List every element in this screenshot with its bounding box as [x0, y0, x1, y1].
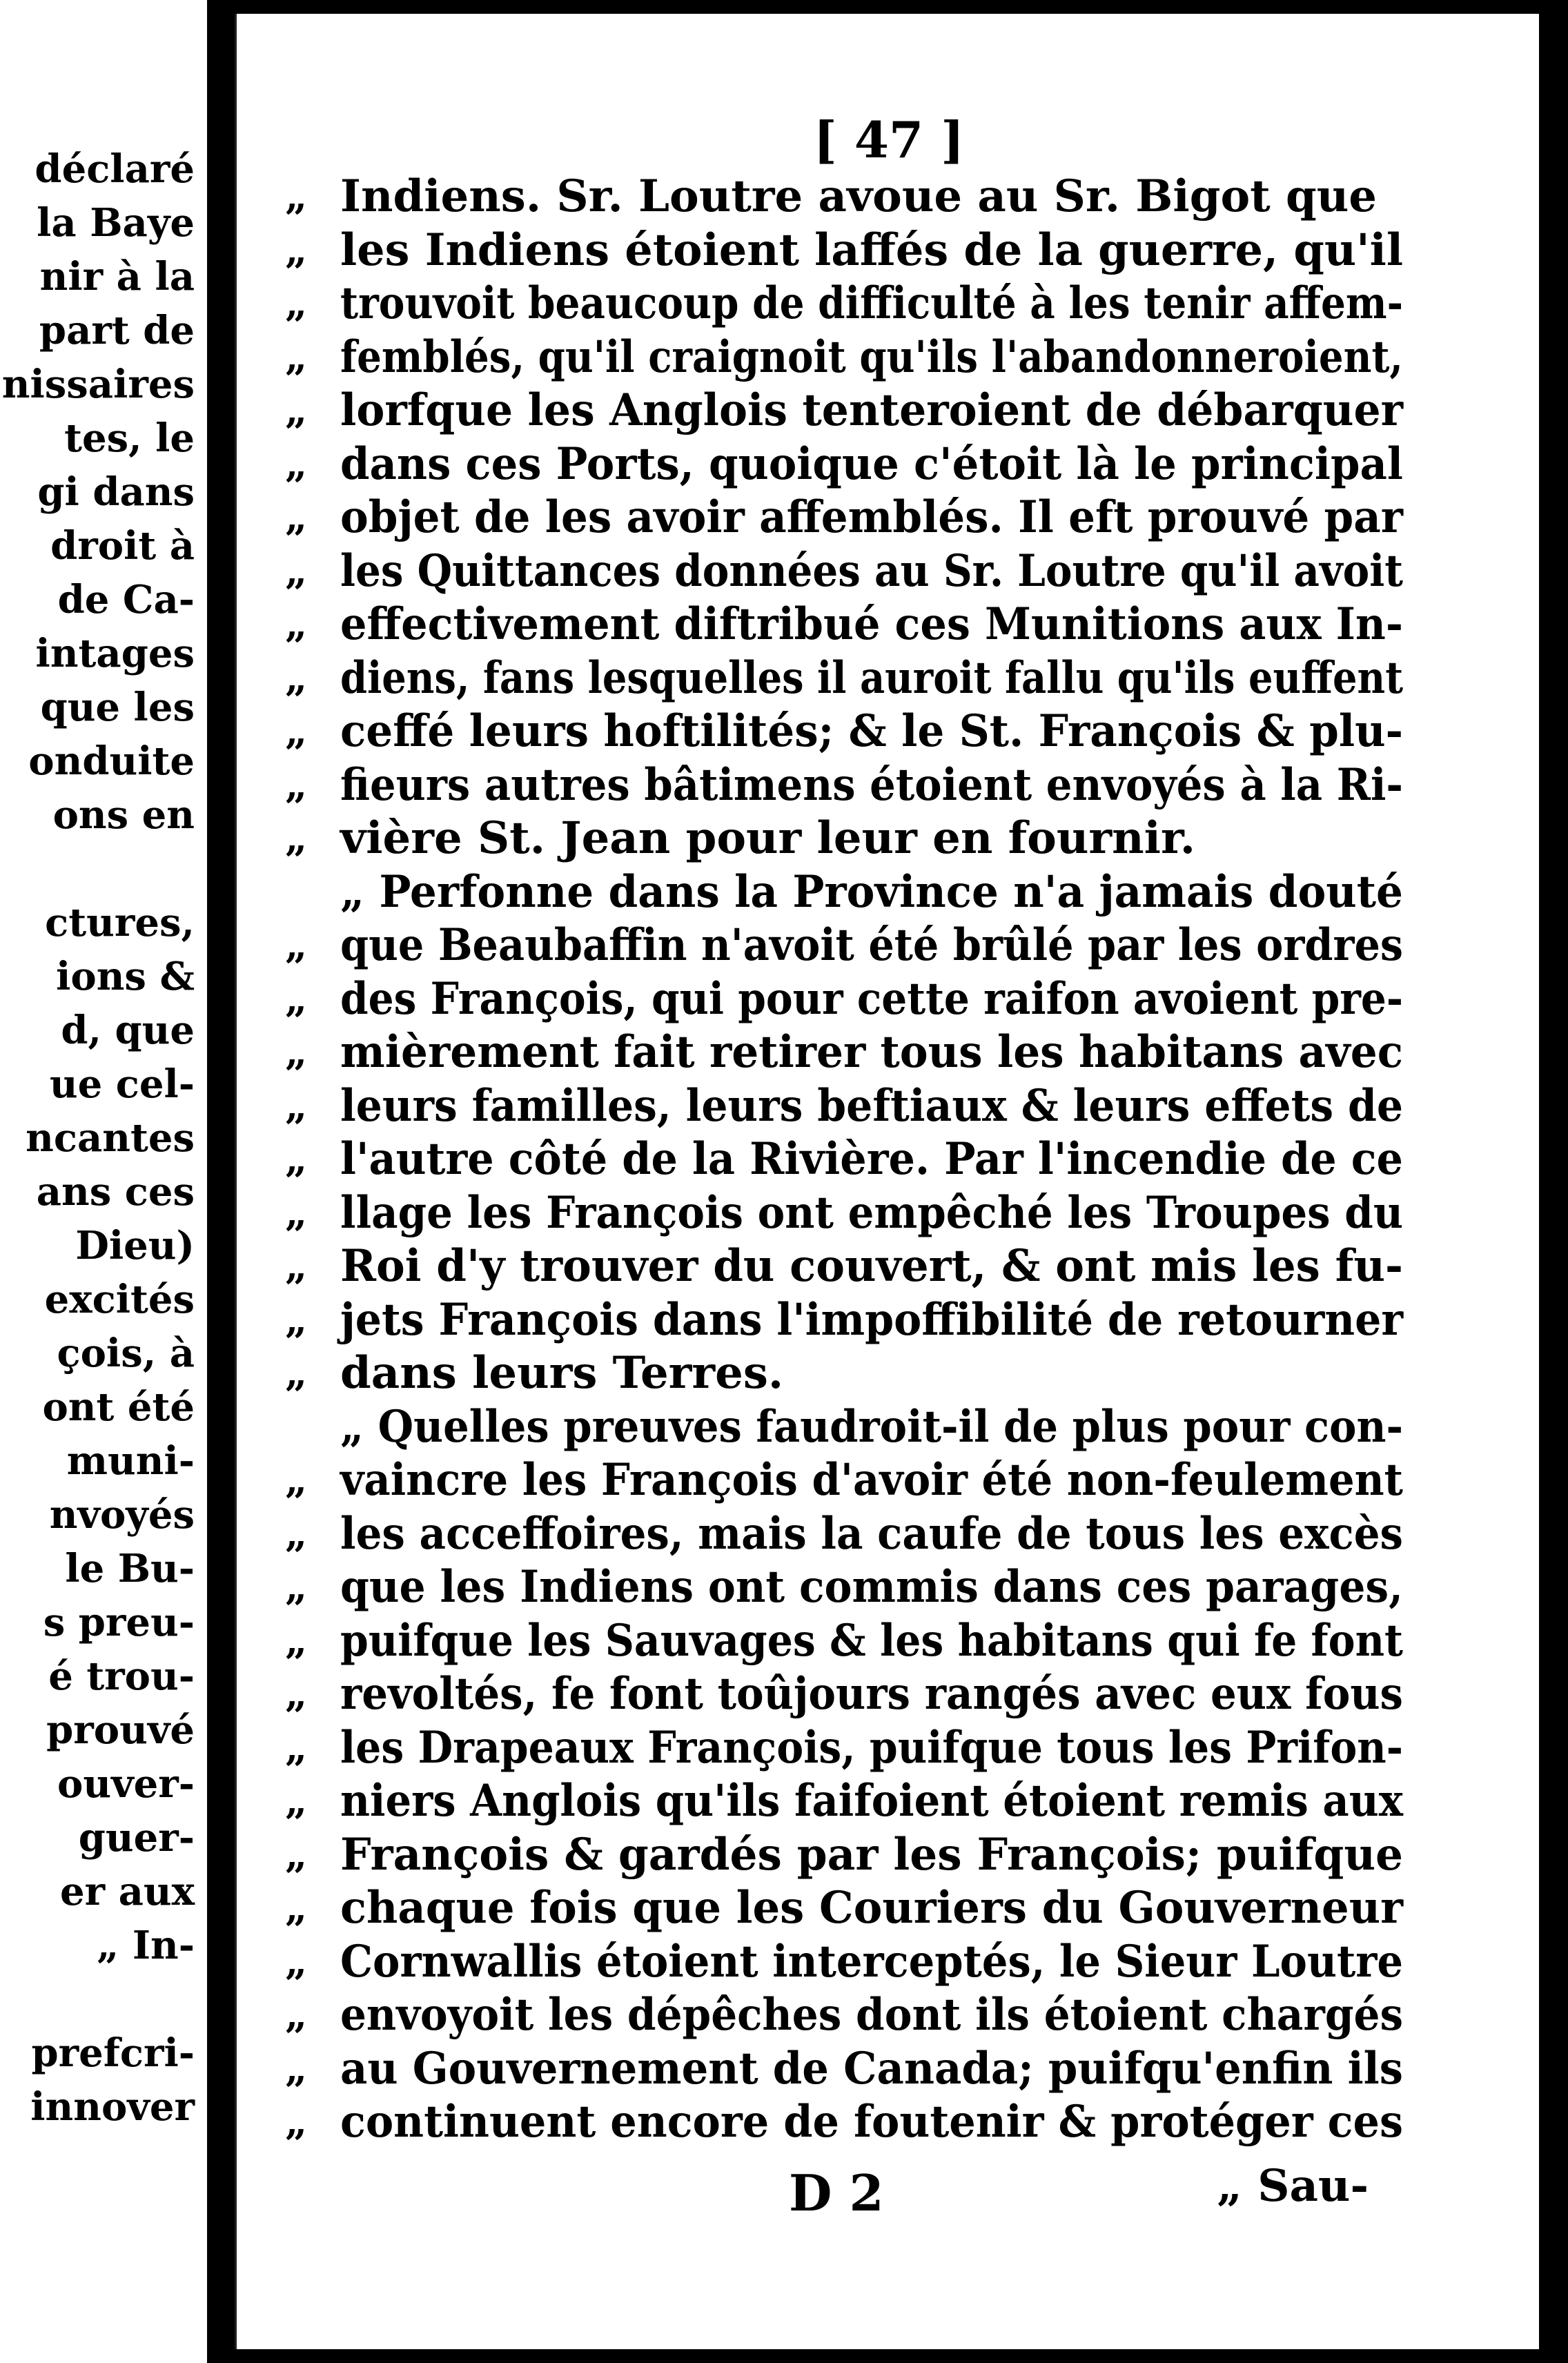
left-page-line: d, que [61, 1008, 195, 1053]
quote-mark: „ [285, 656, 308, 701]
text-line-content: les Quittances données au Sr. Loutre qu'il avoit [340, 545, 1403, 597]
text-line-content: Roi d'y trouver du couvert, & ont mis les fu- [340, 1240, 1403, 1292]
text-line-content: puifque les Sauvages & les habitans qui fe font [340, 1615, 1403, 1667]
left-page-line: tes, le [64, 415, 195, 461]
quote-mark: „ [285, 977, 308, 1022]
left-page-line: la Baye [37, 200, 195, 246]
text-line-content: llage les François ont empêché les Troupes du [340, 1187, 1403, 1239]
text-line-content: diens, fans lesquelles il auroit fallu qu'ils euffent [340, 652, 1403, 704]
text-line-content: ceffé leurs hoftilités; & le St. François & plu- [340, 705, 1403, 757]
quote-mark: „ [285, 763, 308, 808]
text-line [340, 1079, 1403, 1134]
left-page-line: er aux [59, 1869, 195, 1914]
book-gutter [207, 0, 235, 2363]
text-line [340, 704, 1403, 759]
text-line [340, 1239, 1403, 1294]
text-line [340, 1720, 1403, 1776]
quote-mark: „ [285, 1084, 308, 1129]
left-page-line: intages [35, 631, 195, 676]
text-line [340, 2041, 1403, 2097]
quote-mark: „ [285, 1511, 308, 1557]
text-line-content: l'autre côté de la Rivière. Par l'incendie de ce [340, 1133, 1403, 1185]
text-line-content: les Drapeaux François, puifque tous les Prifon- [340, 1722, 1403, 1774]
text-line [340, 811, 1355, 866]
text-line [340, 1988, 1403, 2043]
quote-mark: „ [285, 1458, 308, 1503]
left-page-line: ctures, [45, 900, 195, 945]
quote-mark: „ [285, 495, 308, 540]
left-page-fragment [0, 0, 207, 2363]
text-line [340, 490, 1403, 545]
text-line [340, 1507, 1403, 1562]
left-page-line: prefcri- [31, 2030, 195, 2076]
text-line [340, 437, 1403, 492]
text-line-content: au Gouvernement de Canada; puifqu'enfin ils [340, 2043, 1403, 2095]
quote-mark: „ [285, 228, 308, 273]
text-line [340, 223, 1403, 278]
text-line [340, 1667, 1403, 1722]
left-page-line: excités [44, 1277, 195, 1322]
text-line-content: vière St. Jean pour leur en fournir. [340, 812, 1196, 864]
text-line [340, 597, 1403, 652]
text-line-content: chaque fois que les Couriers du Gouverneur [340, 1882, 1403, 1934]
text-line [340, 276, 1403, 331]
left-page-line: ans ces [36, 1169, 195, 1215]
text-line-content: que Beaubaffin n'avoit été brûlé par les ordres [340, 919, 1403, 971]
text-line [340, 758, 1403, 813]
left-page-line: déclaré [35, 146, 195, 192]
left-page-line: part de [39, 308, 195, 353]
text-line [340, 383, 1403, 438]
quote-mark: „ [285, 174, 308, 219]
text-line [340, 2095, 1403, 2150]
text-line-content: niers Anglois qu'ils faifoient étoient remis aux [340, 1775, 1403, 1827]
text-line [340, 972, 1403, 1027]
text-line-content: jets François dans l'impoffibilité de retourner [340, 1294, 1403, 1346]
left-page-line: ue cel- [49, 1061, 195, 1107]
left-page-line: nvoyés [49, 1492, 195, 1538]
quote-mark: „ [285, 1778, 308, 1824]
text-line-content: leurs familles, leurs beftiaux & leurs effets de [340, 1080, 1403, 1132]
left-page-line: nir à la [39, 254, 195, 300]
quote-mark: „ [285, 816, 308, 861]
text-line-content: femblés, qu'il craignoit qu'ils l'abandonneroient, [340, 331, 1403, 383]
quote-mark: „ [285, 281, 308, 326]
left-page-line: que les [40, 685, 195, 730]
left-page-line: onduite [28, 738, 195, 784]
text-line-content: Indiens. Sr. Loutre avoue au Sr. Bigot que [340, 170, 1377, 222]
quote-mark: „ [285, 602, 308, 647]
text-line [340, 544, 1403, 599]
right-page [235, 14, 1541, 2349]
quote-mark: „ [285, 1565, 308, 1610]
text-line-content: des François, qui pour cette raifon avoient pre- [340, 973, 1403, 1025]
quote-mark: „ [285, 1190, 308, 1236]
text-line-content: effectivement diftribué ces Munitions aux In- [340, 598, 1403, 650]
quote-mark: „ [285, 549, 308, 594]
text-line [340, 1560, 1403, 1615]
quote-mark: „ [285, 1671, 308, 1717]
text-line-content: dans leurs Terres. [340, 1347, 784, 1399]
text-line [340, 1293, 1403, 1348]
quote-mark: „ [285, 923, 308, 968]
left-page-line: é trou- [48, 1654, 195, 1699]
text-line [340, 169, 1377, 224]
text-line-content: dans ces Ports, quoique c'étoit là le principal [340, 438, 1403, 490]
left-page-line: ions & [56, 954, 195, 999]
quote-mark: „ [285, 1030, 308, 1075]
left-page-line: s preu- [43, 1600, 195, 1645]
page-edge [1539, 0, 1568, 2363]
quote-mark: „ [285, 709, 308, 754]
quote-mark: „ [285, 1832, 308, 1878]
quote-mark: „ [285, 335, 308, 380]
left-page-line: „ In- [97, 1923, 195, 1968]
text-line [340, 1774, 1403, 1829]
quote-mark: „ [285, 1618, 308, 1664]
quote-mark: „ [285, 2046, 308, 2092]
left-page-line: guer- [78, 1815, 195, 1861]
text-line [340, 330, 1403, 385]
text-line [340, 651, 1403, 706]
text-line [340, 1025, 1403, 1080]
quote-mark: „ [285, 1351, 308, 1396]
text-line-content: mièrement fait retirer tous les habitans avec [340, 1026, 1403, 1078]
text-line [340, 1132, 1403, 1187]
quote-mark: „ [285, 1137, 308, 1182]
left-page-line: gi dans [37, 469, 195, 515]
text-line [340, 1453, 1403, 1508]
quote-mark: „ [285, 1939, 308, 1985]
left-page-line: çois, à [57, 1331, 195, 1376]
left-page-line: de Ca- [57, 577, 195, 622]
quote-mark: „ [285, 388, 308, 433]
text-line [340, 918, 1403, 973]
left-page-line: droit à [50, 523, 195, 569]
left-page-line: Dieu) [75, 1223, 195, 1268]
text-line-content: vaincre les François d'avoir été non-feulement [340, 1454, 1403, 1506]
signature-mark: D 2 [789, 2164, 884, 2222]
text-line-content: continuent encore de foutenir & protéger ces [340, 2096, 1403, 2148]
text-line [340, 1614, 1403, 1669]
quote-mark: „ [285, 1725, 308, 1771]
quote-mark: „ [285, 2099, 308, 2145]
left-page-line: ont été [42, 1384, 195, 1430]
quote-mark: „ [285, 442, 308, 487]
text-line-content: envoyoit les dépêches dont ils étoient chargés [340, 1989, 1403, 2041]
text-line-content: „ Perfonne dans la Province n'a jamais douté [340, 866, 1403, 918]
text-line-content: François & gardés par les François; puifque [340, 1829, 1403, 1881]
text-line-content: „ Quelles preuves faudroit-il de plus pour con- [340, 1401, 1403, 1453]
text-line [340, 1400, 1403, 1455]
quote-mark: „ [285, 1297, 308, 1343]
catchword: „ Sau- [1217, 2160, 1369, 2212]
left-page-line: nissaires [1, 362, 195, 407]
text-line-content: trouvoit beaucoup de difficulté à les tenir affem- [340, 277, 1403, 329]
left-page-line: muni- [66, 1438, 195, 1484]
text-line [340, 1881, 1403, 1936]
text-line [340, 1346, 1355, 1401]
left-page-line: ouver- [57, 1761, 195, 1807]
text-line [340, 1827, 1403, 1883]
left-page-line: innover [30, 2084, 195, 2130]
text-line-content: lorfque les Anglois tenteroient de débarquer [340, 384, 1403, 436]
quote-mark: „ [285, 1244, 308, 1289]
text-line-content: les Indiens étoient laffés de la guerre, qu'il [340, 224, 1403, 276]
text-line-content: objet de les avoir affemblés. Il eft prouvé par [340, 491, 1403, 543]
text-line [340, 1186, 1403, 1241]
quote-mark: „ [285, 1885, 308, 1931]
page-number: [ 47 ] [813, 110, 965, 169]
left-page-line: le Bu- [65, 1546, 195, 1591]
text-line [340, 865, 1403, 920]
text-line-content: revoltés, fe font toûjours rangés avec eux fous [340, 1668, 1403, 1720]
text-line-content: fieurs autres bâtimens étoient envoyés à la Ri- [340, 759, 1403, 811]
left-page-line: ncantes [26, 1115, 195, 1161]
text-line-content: que les Indiens ont commis dans ces parages, [340, 1561, 1403, 1613]
text-line-content: Cornwallis étoient interceptés, le Sieur Loutre [340, 1936, 1403, 1988]
text-line-content: les acceffoires, mais la caufe de tous les excès [340, 1508, 1403, 1560]
text-line [340, 1934, 1403, 1990]
left-page-line: ons en [52, 792, 195, 838]
left-page-line: prouvé [46, 1707, 195, 1753]
quote-mark: „ [285, 1992, 308, 2038]
